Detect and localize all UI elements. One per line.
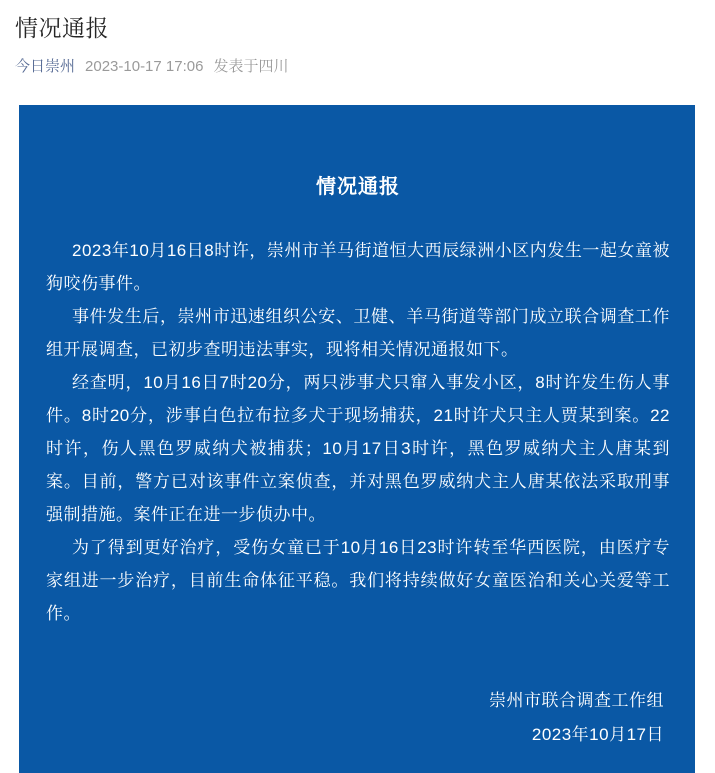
notice-image[interactable]: [19, 105, 695, 773]
page-title: 情况通报: [15, 15, 109, 41]
article-meta: [15, 56, 700, 77]
notice-paragraph: 为了得到更好治疗，受伤女童已于10月16日23时许转至华西医院，由医疗专家组进一步治疗，目前生命体征平稳。我们将持续做好女童医治和关心关爱等工作。: [46, 538, 670, 623]
account-name-link[interactable]: 今日崇州: [15, 58, 76, 75]
article-header: [0, 0, 715, 77]
publish-location: 发表于四川: [213, 58, 289, 75]
publish-timestamp: 2023-10-17 17:06: [85, 58, 204, 75]
notice-body: [46, 234, 670, 630]
notice-paragraph: 事件发生后，崇州市迅速组织公安、卫健、羊马街道等部门成立联合调查工作组开展调查，已初步查明违法事实，现将相关情况通报如下。: [46, 307, 670, 359]
notice-date: 2023年10月17日: [531, 725, 664, 744]
notice-title: 情况通报: [316, 176, 400, 198]
notice-signature: 崇州市联合调查工作组: [489, 691, 664, 710]
notice-paragraph: 经查明，10月16日7时20分，两只涉事犬只窜入事发小区，8时许发生伤人事件。8时20分，涉事白色拉布拉多犬于现场捕获，21时许犬只主人贾某到案。22时许，伤人黑色罗威纳犬被捕获；10月17日3时许，黑色罗威纳犬主人唐某到案。目前，警方已对该事件立案侦查，并对黑色罗威纳犬主人唐某依法采取刑事强制措施。案件正在进一步侦办中。: [46, 373, 670, 524]
notice-paragraph: 2023年10月16日8时许，崇州市羊马街道恒大西辰绿洲小区内发生一起女童被狗咬伤事件。: [46, 241, 670, 293]
notice-signature-block: [46, 684, 670, 752]
